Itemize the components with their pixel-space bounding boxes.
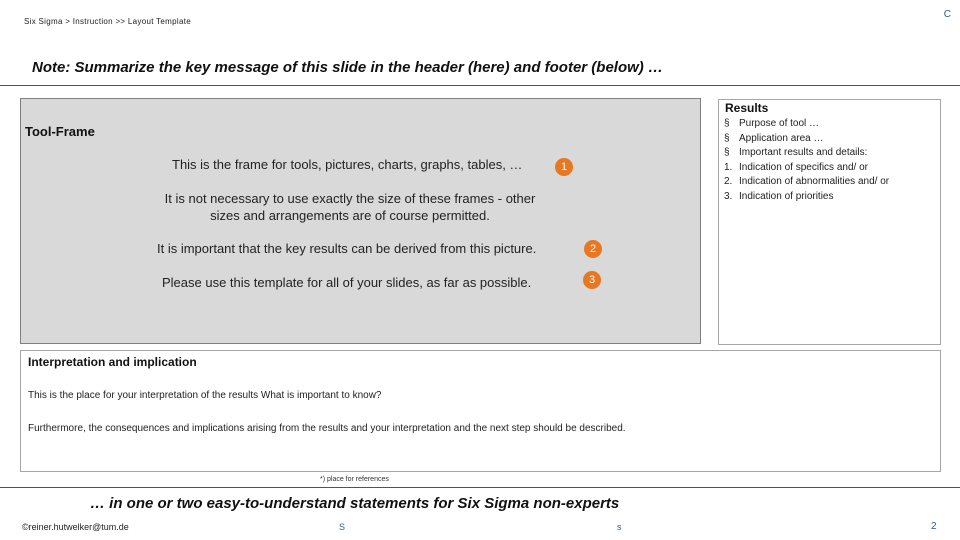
tool-frame-line: Please use this template for all of your slides, as far as possible.	[162, 275, 532, 290]
footer-mark: s	[617, 522, 622, 532]
tool-frame-line: It is not necessary to use exactly the size of these frames - other sizes and arrangements are of course permitted.	[164, 191, 536, 223]
number-badge-2: 2	[584, 240, 602, 258]
footer-statement[interactable]: … in one or two easy-to-understand statements for Six Sigma non-experts	[90, 495, 620, 512]
list-item	[724, 190, 889, 205]
list-item-text: Indication of specifics and/ or	[739, 161, 868, 173]
tool-frame-line: This is the frame for tools, pictures, charts, graphs, tables, …	[172, 157, 523, 172]
list-item-text: Important results and details:	[739, 147, 868, 158]
footer-divider	[0, 487, 960, 488]
list-item-text: Indication of abnormalities and/ or	[739, 176, 890, 187]
author-email: ©reiner.hutwelker@tum.de	[22, 522, 129, 532]
bullet-marker: §	[724, 118, 730, 129]
header-divider	[0, 85, 960, 86]
footer-mark: S	[339, 522, 346, 532]
interpretation-text: Furthermore, the consequences and implications arising from the results and your interpretation and the next step should be described.	[28, 423, 626, 434]
list-item	[724, 175, 889, 190]
interpretation-title: Interpretation and implication	[28, 355, 197, 369]
references-note: *) place for references	[320, 476, 389, 483]
list-item	[724, 161, 889, 176]
list-item	[724, 132, 889, 147]
number-marker: 2.	[724, 176, 733, 187]
number-badge-1: 1	[555, 158, 573, 176]
breadcrumb: Six Sigma > Instruction >> Layout Template	[24, 17, 191, 26]
number-marker: 1.	[724, 161, 733, 173]
slide-header-note[interactable]: Note: Summarize the key message of this slide in the header (here) and footer (below) …	[32, 59, 663, 76]
number-marker: 3.	[724, 190, 733, 202]
tool-frame-title: Tool-Frame	[25, 124, 95, 139]
list-item-text: Indication of priorities	[739, 190, 834, 202]
page-number: 2	[931, 521, 937, 532]
tool-frame-line: It is important that the key results can be derived from this picture.	[157, 241, 537, 256]
list-item	[724, 117, 889, 132]
interpretation-text: This is the place for your interpretation of the results What is important to know?	[28, 390, 382, 401]
list-item-text: Application area …	[739, 132, 824, 144]
results-title: Results	[725, 101, 769, 115]
corner-mark: C	[943, 9, 951, 20]
bullet-marker: §	[724, 147, 730, 158]
list-item	[724, 146, 889, 161]
results-list	[724, 117, 889, 204]
list-item-text: Purpose of tool …	[739, 118, 820, 129]
bullet-marker: §	[724, 132, 730, 144]
number-badge-3: 3	[583, 271, 601, 289]
